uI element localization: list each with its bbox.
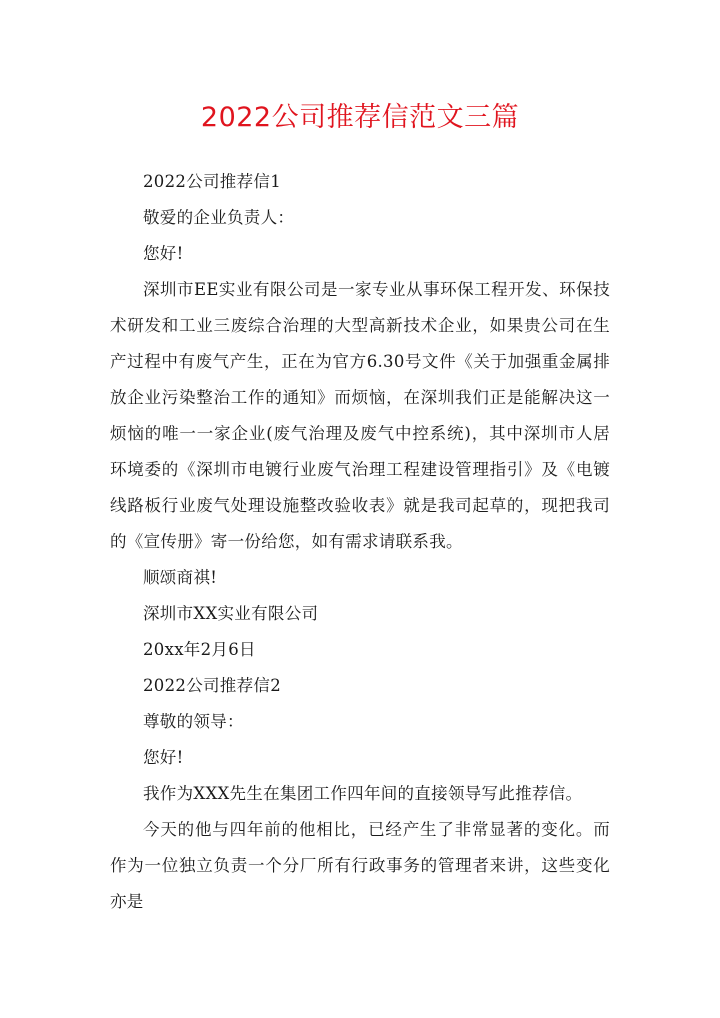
letter-salutation: 敬爱的企业负责人： [143, 208, 295, 227]
letter-greeting: 您好! [143, 244, 184, 263]
letter-body-paragraph: 深圳市EE实业有限公司是一家专业从事环保工程开发、环保技术研发和工业三废综合治理的大型高新技术企业，如果贵公司在生产过程中有废气产生，正在为官方6.30号文件《关于加强重金属排放企业污染整治工作的通知》而烦恼，在深圳我们正是能解决这一烦恼的唯一一家企业(废气治理及废气中控系统)，其中深圳市人居环境委的《深圳市电镀行业废气治理工程建设管理指引》及《电镀线路板行业废气处理设施整改验收表》就是我司起草的，现把我司的《宣传册》寄一份给您，如有需求请联系我。 [110, 280, 610, 551]
letter-heading: 2022公司推荐信2 [143, 676, 281, 695]
letter-signature: 深圳市XX实业有限公司 [143, 604, 319, 623]
letter-salutation: 尊敬的领导： [143, 712, 244, 731]
letter-heading: 2022公司推荐信1 [143, 172, 281, 191]
letter-closing: 顺颂商祺! [143, 568, 218, 587]
letter-date: 20xx年2月6日 [143, 640, 256, 659]
document-title: 2022公司推荐信范文三篇 [200, 102, 520, 133]
letter-body-paragraph: 我作为XXX先生在集团工作四年间的直接领导写此推荐信。 [143, 784, 583, 803]
letter-body-paragraph: 今天的他与四年前的他相比，已经产生了非常显著的变化。而作为一位独立负责一个分厂所有行政事务的管理者来讲，这些变化亦是 [110, 820, 610, 911]
letter-greeting: 您好! [143, 748, 184, 767]
document-body [110, 164, 610, 920]
